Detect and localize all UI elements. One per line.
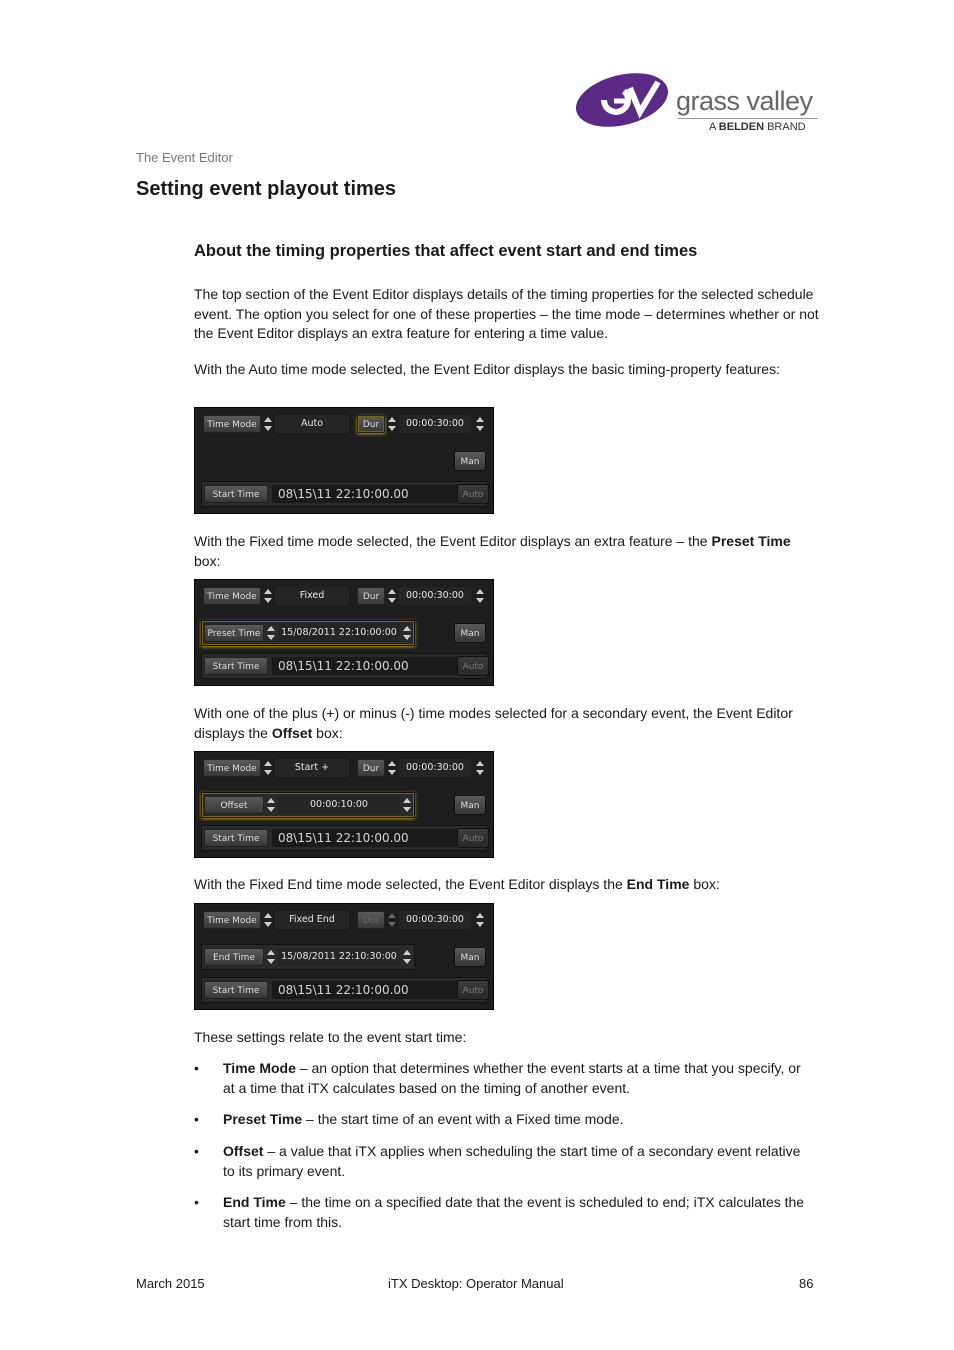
auto-button[interactable]: Auto: [457, 980, 489, 1000]
start-time-label: Start Time: [204, 829, 268, 847]
time-mode-spinner-icon[interactable]: [263, 415, 273, 433]
dur-value-spinner-icon[interactable]: [475, 415, 485, 433]
auto-paragraph: With the Auto time mode selected, the Event Editor displays the basic timing-property features:: [194, 361, 780, 377]
start-time-value[interactable]: 08\15\11 22:10:00.00: [272, 485, 458, 503]
fixed-paragraph: With the Fixed time mode selected, the Event Editor displays an extra feature – the Preset Time box:: [194, 533, 791, 569]
preset-time-spinner-icon[interactable]: [266, 624, 276, 642]
dur-label: Dur: [357, 911, 385, 929]
dur-spinner-icon[interactable]: [387, 759, 397, 777]
auto-button[interactable]: Auto: [457, 656, 489, 676]
dur-label: Dur: [357, 587, 385, 605]
dur-value[interactable]: 00:00:30:00: [399, 587, 471, 605]
event-editor-panel-auto: [194, 407, 494, 514]
auto-button[interactable]: Auto: [457, 484, 489, 504]
bullet-icon: •: [194, 1111, 199, 1127]
dur-value[interactable]: 00:00:30:00: [399, 415, 471, 433]
dur-value[interactable]: 00:00:30:00: [399, 759, 471, 777]
time-mode-label: Time Mode: [203, 415, 261, 433]
dur-spinner-icon[interactable]: [387, 415, 397, 433]
man-button[interactable]: Man: [454, 623, 486, 643]
running-head: The Event Editor: [136, 150, 233, 165]
end-time-label: End Time: [204, 948, 264, 966]
start-time-label: Start Time: [204, 657, 268, 675]
offset-spinner-icon[interactable]: [266, 796, 276, 814]
time-mode-value[interactable]: Start +: [275, 759, 349, 777]
section-heading: About the timing properties that affect event start and end times: [194, 242, 698, 260]
dur-value-spinner-icon[interactable]: [475, 759, 485, 777]
dur-spinner-icon[interactable]: [387, 587, 397, 605]
start-time-label: Start Time: [204, 981, 268, 999]
start-time-value[interactable]: 08\15\11 22:10:00.00: [272, 829, 458, 847]
preset-time-value-spinner-icon[interactable]: [402, 624, 412, 642]
event-editor-panel-offset: [194, 751, 494, 858]
preset-time-value[interactable]: 15/08/2011 22:10:00:00: [278, 624, 400, 642]
dur-value[interactable]: 00:00:30:00: [399, 911, 471, 929]
event-editor-panel-fixed: [194, 579, 494, 686]
end-time-value-spinner-icon[interactable]: [402, 948, 412, 966]
page-title: Setting event playout times: [136, 178, 397, 200]
time-mode-value[interactable]: Auto: [275, 415, 349, 433]
time-mode-spinner-icon[interactable]: [263, 759, 273, 777]
intro-paragraph: The top section of the Event Editor displays details of the timing properties for the selected schedule event. The option you select for one of these properties – the time mode – determines whether or not the Event Editor displays an extra feature for entering a time value.: [194, 286, 819, 341]
end-time-value[interactable]: 15/08/2011 22:10:30:00: [278, 948, 400, 966]
dur-value-spinner-icon[interactable]: [475, 587, 485, 605]
dur-label: Dur: [357, 759, 385, 777]
start-time-label: Start Time: [204, 485, 268, 503]
dur-value-spinner-icon[interactable]: [475, 911, 485, 929]
offset-paragraph: With one of the plus (+) or minus (-) time modes selected for a secondary event, the Event Editor displays the Offset box:: [194, 705, 793, 741]
time-mode-label: Time Mode: [203, 911, 261, 929]
time-mode-spinner-icon[interactable]: [263, 587, 273, 605]
offset-value-spinner-icon[interactable]: [402, 796, 412, 814]
footer-page-number: 86: [799, 1276, 814, 1291]
end-time-spinner-icon[interactable]: [266, 948, 276, 966]
offset-label: Offset: [204, 796, 264, 814]
man-button[interactable]: Man: [454, 947, 486, 967]
preset-time-label: Preset Time: [204, 624, 264, 642]
logo-wordmark: grass valley: [676, 86, 813, 116]
man-button[interactable]: Man: [454, 451, 486, 471]
time-mode-spinner-icon[interactable]: [263, 911, 273, 929]
logo-divider: [678, 118, 818, 119]
bullet-icon: •: [194, 1060, 199, 1076]
man-button[interactable]: Man: [454, 795, 486, 815]
dur-label: Dur: [357, 415, 385, 433]
dur-spinner-icon[interactable]: [387, 911, 397, 929]
bullet-icon: •: [194, 1143, 199, 1159]
fixed-end-paragraph: With the Fixed End time mode selected, the Event Editor displays the End Time box:: [194, 876, 720, 892]
time-mode-value[interactable]: Fixed End: [275, 911, 349, 929]
auto-button[interactable]: Auto: [457, 828, 489, 848]
settings-paragraph: These settings relate to the event start time:: [194, 1029, 467, 1045]
event-editor-panel-fixed-end: [194, 903, 494, 1010]
logo-tagline: A BELDEN BRAND: [709, 121, 806, 133]
time-mode-label: Time Mode: [203, 587, 261, 605]
start-time-value[interactable]: 08\15\11 22:10:00.00: [272, 657, 458, 675]
time-mode-label: Time Mode: [203, 759, 261, 777]
footer-date: March 2015: [136, 1276, 205, 1291]
footer-doc-title: iTX Desktop: Operator Manual: [388, 1276, 564, 1291]
offset-value[interactable]: 00:00:10:00: [278, 796, 400, 814]
start-time-value[interactable]: 08\15\11 22:10:00.00: [272, 981, 458, 999]
time-mode-value[interactable]: Fixed: [275, 587, 349, 605]
bullet-icon: •: [194, 1194, 199, 1210]
